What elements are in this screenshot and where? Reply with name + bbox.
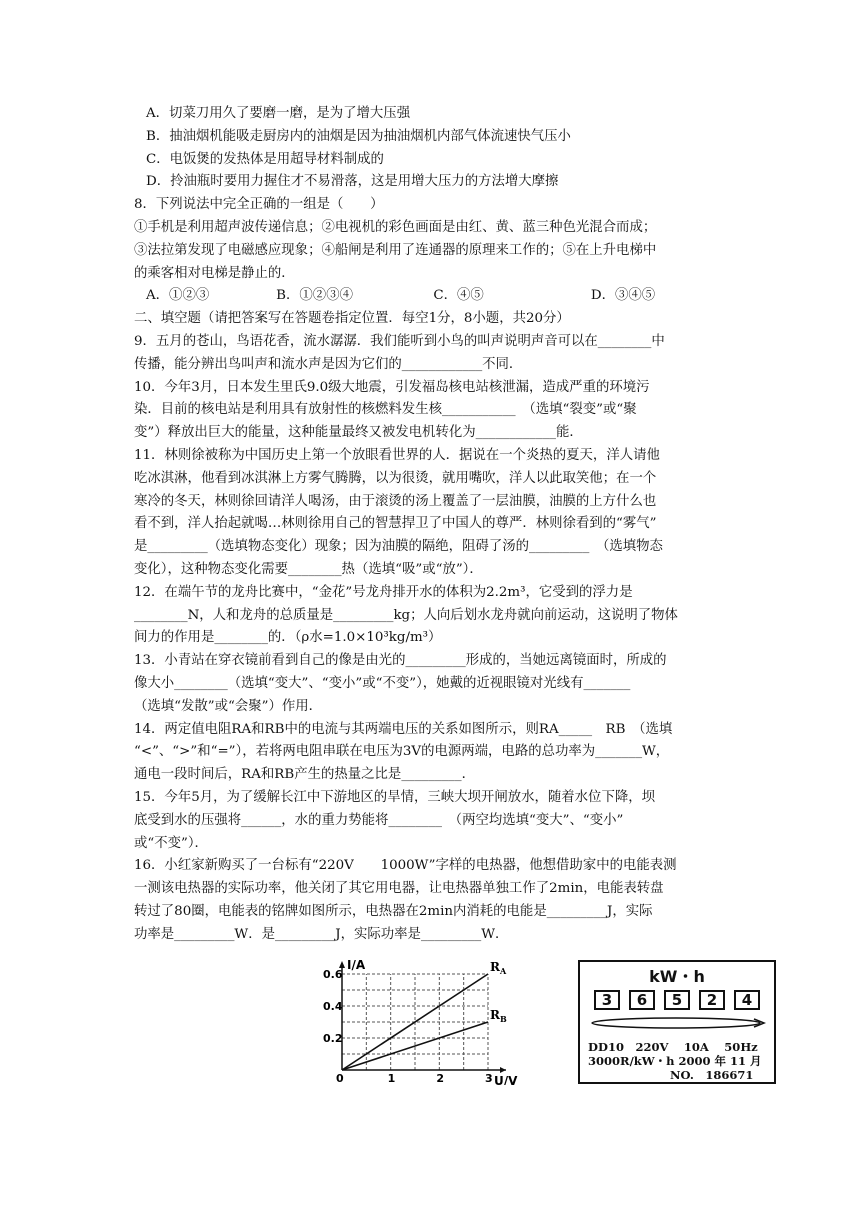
meter-digit: 2 (699, 990, 725, 1010)
text-line: 寒冷的冬天，林则徐回请洋人喝汤，由于滚烫的汤上覆盖了一层油膜，油膜的上方什么也 (134, 493, 657, 509)
text-line: 变”）释放出巨大的能量，这种能量最终又被发电机转化为____________能． (134, 425, 583, 441)
text-line: C．电饭煲的发热体是用超导材料制成的 (146, 151, 384, 167)
x-tick-label: 3 (485, 1072, 493, 1085)
iv-graph (320, 955, 530, 1085)
text-line: 染．目前的核电站是利用具有放射性的核燃料发生核___________ （选填“裂变”或“聚 (134, 402, 637, 418)
text-line: “<”、“>”和“=”），若将两电阻串联在电压为3V的电源两端，电路的总功率为_______W， (134, 744, 670, 760)
meter-digits (594, 990, 760, 1010)
text-line: ________N，人和龙舟的总质量是_________kg；人向后划水龙舟就向前运动，这说明了物体 (134, 607, 678, 623)
text-line: 看不到，洋人抬起就喝…林则徐用自己的智慧捍卫了中国人的尊严．林则徐看到的“雾气” (134, 516, 657, 532)
text-line: D．拎油瓶时要用力握住才不易滑落，这是用增大压力的方法增大摩擦 (146, 174, 559, 190)
text-line: A．①②③ B．①②③④ C．④⑤ D．③④⑤ (146, 288, 656, 304)
x-axis-arrow (500, 1067, 506, 1073)
meter-spec-line: NO. 186671 (670, 1068, 754, 1082)
energy-meter-nameplate (578, 960, 776, 1084)
meter-digit: 5 (664, 990, 690, 1010)
text-line: 的乘客相对电梯是静止的． (134, 265, 295, 281)
x-axis-label: U/V (494, 1074, 518, 1085)
y-tick-label: 0.2 (323, 1032, 343, 1045)
meter-unit: kW・h (649, 967, 705, 986)
text-line: 15．今年5月，为了缓解长江中下游地区的旱情，三峡大坝开闸放水，随着水位下降，坝 (134, 790, 656, 805)
text-line: 16．小红家新购买了一台标有“220V 1000W”字样的电热器，他想借助家中的电能表测 (134, 858, 677, 874)
y-tick-label: 0.6 (323, 968, 343, 981)
text-line: 传播，能分辨出鸟叫声和流水声是因为它们的____________不同． (134, 356, 523, 372)
text-line: 间力的作用是________的．（ρ水=1.0×10³kg/m³） (134, 630, 442, 646)
text-line: A．切菜刀用久了要磨一磨，是为了增大压强 (146, 106, 411, 121)
x-tick-label: 2 (436, 1072, 444, 1085)
text-line: ①手机是利用超声波传递信息；②电视机的彩色画面是由红、黄、蓝三种色光混合而成； (134, 220, 657, 235)
y-axis-arrow (339, 961, 345, 968)
y-axis-label: I/A (347, 958, 366, 972)
text-line: 转过了80圈，电能表的铭牌如图所示，电热器在2min内消耗的电能是_________J，实际 (134, 904, 653, 919)
text-line: 12．在端午节的龙舟比赛中，“金花”号龙舟排开水的体积为2.2m³，它受到的浮力是 (134, 584, 633, 600)
text-line: ③法拉第发现了电磁感应现象；④船闸是利用了连通器的原理来工作的；⑤在上升电梯中 (134, 242, 657, 258)
series-label: $R_B$ (490, 1008, 507, 1024)
meter-digit: 6 (629, 990, 655, 1010)
text-line: 9．五月的苍山，鸟语花香，流水潺潺．我们能听到小鸟的叫声说明声音可以在________中 (134, 334, 665, 349)
text-line: 是_________（选填物态变化）现象；因为油膜的隔绝，阻碍了汤的_________ （选填物态 (134, 539, 663, 555)
meter-disc-icon (588, 1014, 768, 1032)
text-line: 11．林则徐被称为中国历史上第一个放眼看世界的人．据说在一个炎热的夏天，洋人请他 (134, 448, 660, 463)
text-line: 或“不变”）． (134, 835, 208, 851)
text-line: 底受到水的压强将______，水的重力势能将________ （两空均选填“变大”、“变小” (134, 812, 624, 828)
series-label: $R_A$ (490, 960, 507, 976)
text-line: B．抽油烟机能吸走厨房内的油烟是因为抽油烟机内部气体流速快气压小 (146, 128, 571, 144)
text-line: 通电一段时间后，RA和RB产生的热量之比是_________． (134, 767, 475, 783)
text-line: （选填“发散”或“会聚”）作用． (134, 698, 323, 714)
text-line: 二、填空题（请把答案写在答题卷指定位置．每空1分，8小题，共20分） (134, 311, 570, 327)
x-tick-label: 1 (387, 1072, 396, 1085)
text-line: 一测该电热器的实际功率，他关闭了其它用电器，让电热器单独工作了2min，电能表转盘 (134, 881, 664, 897)
meter-digit: 3 (594, 990, 620, 1010)
meter-spec-line: DD10 220V 10A 50Hz (588, 1040, 758, 1054)
y-tick-label: 0.4 (323, 1000, 343, 1013)
text-line: 13．小青站在穿衣镜前看到自己的像是由光的_________形成的，当她远离镜面时，所成的 (134, 653, 667, 669)
meter-specs (588, 1040, 762, 1082)
text-line: 8．下列说法中完全正确的一组是（ ） (134, 197, 384, 213)
text-line: 功率是_________W．是_________J，实际功率是_________W． (134, 926, 509, 942)
text-line: 像大小________（选填“变大”、“变小”或“不变”），她戴的近视眼镜对光线有_______ (134, 676, 631, 691)
meter-spec-line: 3000R/kW・h 2000 年 11 月 (588, 1054, 762, 1068)
meter-digit: 4 (734, 990, 760, 1010)
text-line: 变化），这种物态变化需要________热（选填“吸”或“放”）． (134, 562, 483, 577)
text-line: 14．两定值电阻RA和RB中的电流与其两端电压的关系如图所示，则RA_____ RB （选填 (134, 721, 673, 737)
iv-graph-svg (320, 955, 530, 1085)
text-line: 10．今年3月，日本发生里氏9.0级大地震，引发福岛核电站核泄漏，造成严重的环境污 (134, 379, 650, 395)
x-tick-label: 0 (336, 1072, 344, 1085)
text-line: 吃冰淇淋，他看到冰淇淋上方雾气腾腾，以为很烫，就用嘴吹，洋人以此取笑他；在一个 (134, 470, 657, 486)
